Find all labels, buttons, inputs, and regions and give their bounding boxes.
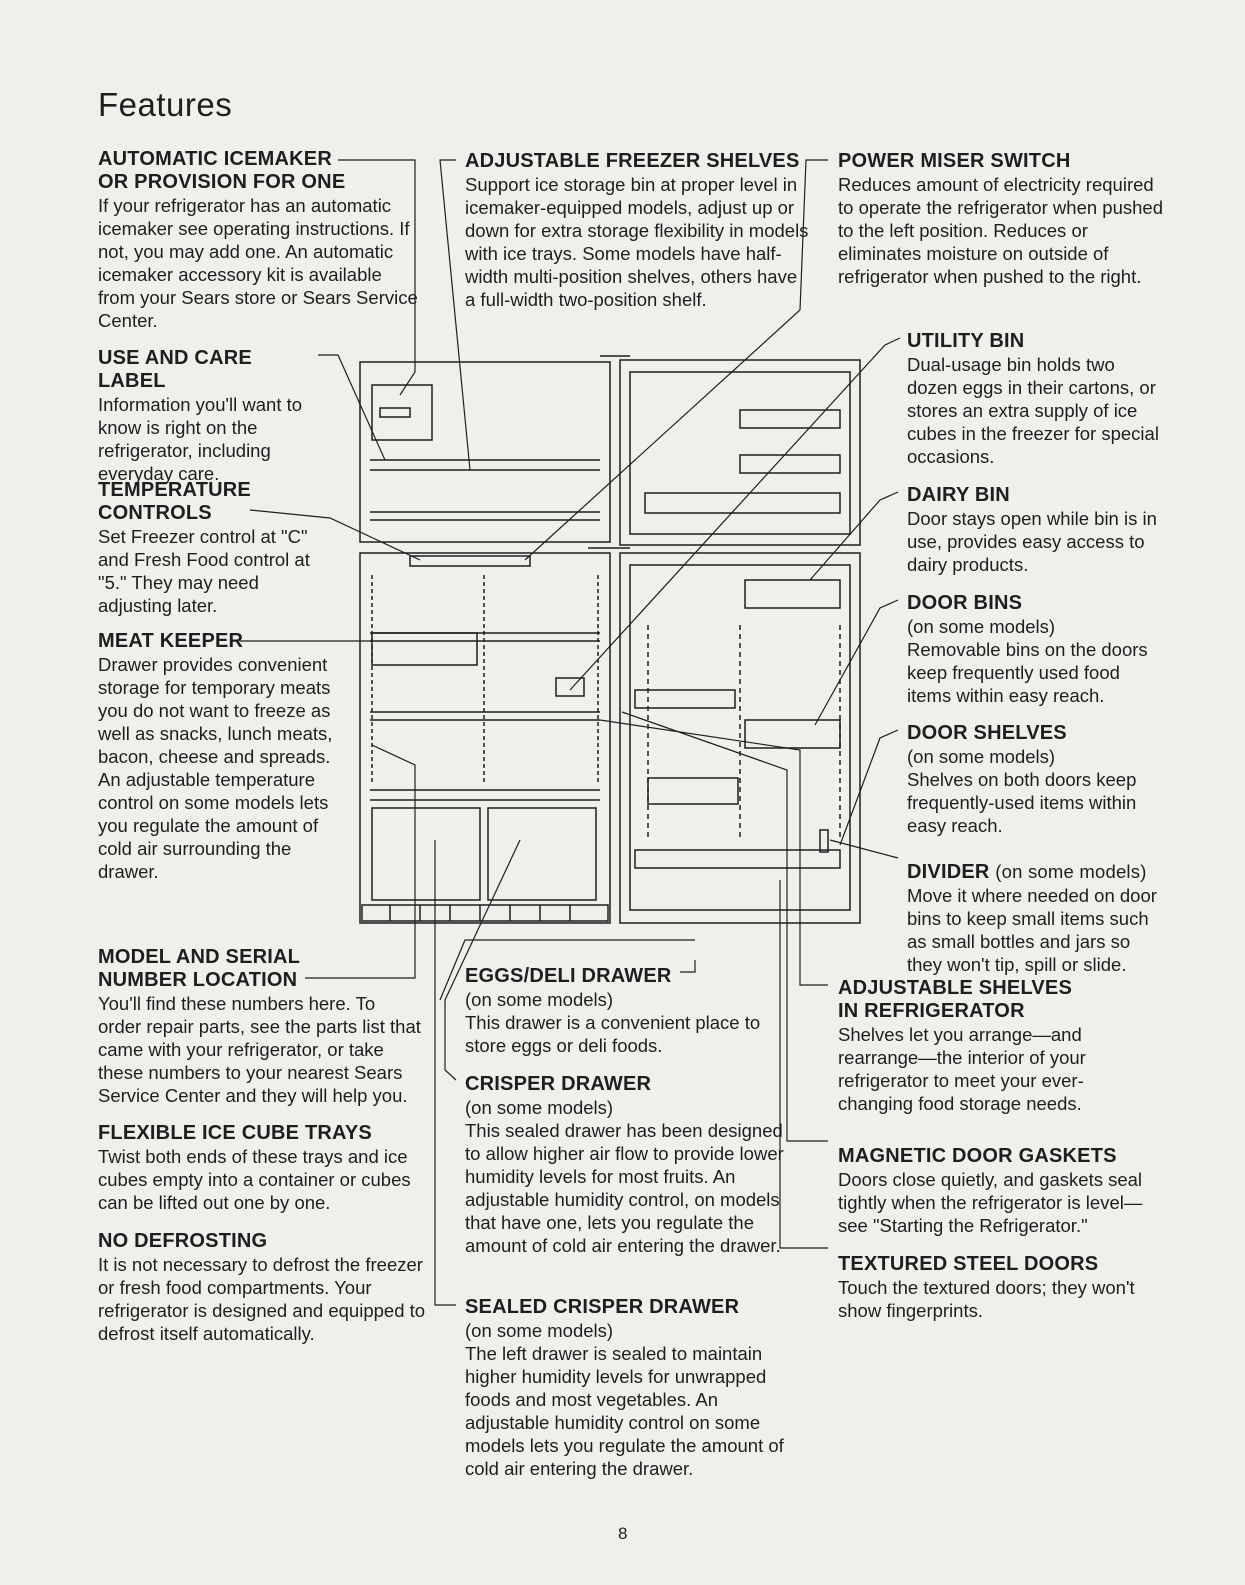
heading-line: DIVIDER — [907, 861, 990, 883]
heading-gaskets: MAGNETIC DOOR GASKETS — [838, 1145, 1117, 1167]
note-door-shelves: (on some models) — [907, 746, 1056, 767]
heading-line: OR PROVISION FOR ONE — [98, 171, 346, 193]
leader-lines — [240, 160, 900, 1305]
heading-door-bins: DOOR BINS — [907, 592, 1023, 614]
freezer-shelf — [370, 460, 600, 470]
freezer-door-shelf — [645, 493, 840, 513]
heading-meat-keeper: MEAT KEEPER — [98, 630, 244, 652]
heading-line: IN REFRIGERATOR — [838, 1000, 1025, 1022]
leader-eggs-deli — [440, 940, 695, 1000]
heading-eggs-deli: EGGS/DELI DRAWER — [465, 965, 672, 987]
door-shelf — [635, 690, 735, 708]
leader-freezer-shelves — [440, 160, 470, 470]
crisper-drawer-right — [488, 808, 596, 900]
leader-adjustable-shelves — [600, 720, 828, 985]
leader-sealed-crisper — [435, 840, 456, 1305]
body-no-defrosting: It is not necessary to defrost the freezer or fresh food compartments. Your refrigerator is designed and equipped to defrost itself automatically. — [98, 1254, 426, 1344]
heading-line: NUMBER LOCATION — [98, 969, 298, 991]
heading-line: CONTROLS — [98, 502, 212, 524]
icemaker-tray — [380, 408, 410, 417]
right-doors-illustration — [556, 356, 860, 923]
body-sealed-crisper: The left drawer is sealed to maintain higher humidity levels for unwrapped foods and most vegetables. An adjustable humidity control on some models lets you regulate the amount of cold air entering the drawer. — [465, 1343, 784, 1479]
freezer-door — [620, 360, 860, 545]
heading-dairy-bin: DAIRY BIN — [907, 484, 1010, 506]
heading-line: ADJUSTABLE SHELVES — [838, 977, 1073, 999]
body-divider: Move it where needed on door bins to keep small items such as small bottles and jars so they won't tip, spill or slide. — [907, 885, 1157, 975]
body-utility-bin: Dual-usage bin holds two dozen eggs in their cartons, or stores an extra supply of ice cubes in the freezer for special occasions. — [907, 354, 1159, 467]
heading-power-miser: POWER MISER SWITCH — [838, 150, 1071, 172]
note-eggs-deli: (on some models) — [465, 989, 614, 1010]
leader-icemaker — [338, 160, 415, 395]
dairy-bin — [745, 580, 840, 608]
body-door-bins: Removable bins on the doors keep frequently used food items within easy reach. — [907, 639, 1148, 706]
heading-line: MODEL AND SERIAL — [98, 946, 301, 968]
body-adjustable-shelves: Shelves let you arrange—and rearrange—the interior of your refrigerator to meet your ever-changing food storage needs. — [838, 1024, 1086, 1114]
fresh-food-shelf — [370, 633, 600, 641]
heading-door-shelves: DOOR SHELVES — [907, 722, 1067, 744]
body-freezer-shelves: Support ice storage bin at proper level in icemaker-equipped models, adjust up or down for extra storage flexibility in models with ice trays. Some models have half-width multi-position shelves, others have a full-width two-position shelf. — [465, 174, 809, 310]
heading-use-care-label: USE AND CARE LABEL — [98, 347, 252, 392]
meat-keeper-drawer — [372, 633, 477, 665]
body-door-shelves: Shelves on both doors keep frequently-used items within easy reach. — [907, 769, 1137, 836]
heading-crisper: CRISPER DRAWER — [465, 1073, 652, 1095]
note-crisper: (on some models) — [465, 1097, 614, 1118]
divider — [820, 830, 828, 852]
crisper-cover-shelf — [370, 790, 600, 800]
left-cabinet-illustration — [360, 362, 610, 923]
body-eggs-deli: This drawer is a convenient place to store eggs or deli foods. — [465, 1012, 761, 1056]
leader-dairy-bin — [810, 492, 898, 580]
heading-line: AUTOMATIC ICEMAKER — [98, 148, 332, 170]
door-bottom-shelf — [635, 850, 840, 868]
freezer-compartment — [360, 362, 610, 542]
freezer-door-liner — [630, 372, 850, 534]
body-steel-doors: Touch the textured doors; they won't show fingerprints. — [838, 1277, 1135, 1321]
heading-ice-cube-trays: FLEXIBLE ICE CUBE TRAYS — [98, 1122, 372, 1144]
body-gaskets: Doors close quietly, and gaskets seal tightly when the refrigerator is level—see "Starting the Refrigerator." — [838, 1169, 1143, 1236]
fresh-food-shelf — [370, 712, 600, 720]
body-temperature-controls: Set Freezer control at "C" and Fresh Food control at "5." They may need adjusting later. — [98, 526, 310, 616]
freezer-floor-shelf — [370, 512, 600, 520]
body-meat-keeper: Drawer provides convenient storage for temporary meats you do not want to freeze as well as snacks, lunch meats, bacon, cheese and spreads. An adjustable temperature control on some models lets you regulate the amount of cold air surrounding the drawer. — [98, 654, 333, 882]
body-power-miser: Reduces amount of electricity required to operate the refrigerator when pushed to the left position. Reduces or eliminates moisture on outside of refrigerator when pushed to the right. — [838, 174, 1163, 287]
fresh-food-compartment — [360, 553, 610, 923]
page-title: Features — [98, 86, 233, 123]
icemaker-box — [372, 385, 432, 440]
freezer-door-shelf — [740, 455, 840, 473]
utility-bin — [648, 778, 738, 804]
heading-sealed-crisper: SEALED CRISPER DRAWER — [465, 1296, 740, 1318]
body-use-care-label: Information you'll want to know is right on the refrigerator, including everyday care. — [98, 394, 303, 484]
heading-note: (on some models) — [995, 861, 1147, 882]
heading-utility-bin: UTILITY BIN — [907, 330, 1025, 352]
leader-gaskets — [622, 712, 828, 1141]
body-ice-cube-trays: Twist both ends of these trays and ice cubes empty into a container or cubes can be lifted out one by one. — [98, 1146, 411, 1213]
leader-door-shelves — [840, 730, 898, 845]
leader-door-bins — [815, 600, 898, 725]
heading-no-defrosting: NO DEFROSTING — [98, 1230, 268, 1252]
body-model-serial: You'll find these numbers here. To order repair parts, see the parts list that came with your refrigerator, or take these numbers to your nearest Sears Service Center and they will help you. — [98, 993, 421, 1106]
note-door-bins: (on some models) — [907, 616, 1056, 637]
leader-use-care-label — [318, 355, 385, 460]
heading-line: TEMPERATURE — [98, 479, 251, 501]
freezer-door-shelf — [740, 410, 840, 428]
power-miser-switch — [556, 678, 584, 696]
page-number: 8 — [618, 1524, 628, 1543]
heading-freezer-shelves: ADJUSTABLE FREEZER SHELVES — [465, 150, 800, 172]
body-icemaker: If your refrigerator has an automatic icemaker see operating instructions. If not, you may add one. An automatic icemaker accessory kit is available from your Sears store or Sears Service Center. — [98, 195, 418, 331]
door-rail — [648, 625, 840, 840]
toe-grille — [362, 905, 608, 921]
heading-steel-doors: TEXTURED STEEL DOORS — [838, 1253, 1099, 1275]
temperature-control-panel — [410, 556, 530, 566]
crisper-drawer-left — [372, 808, 480, 900]
toe-grille-slats — [390, 905, 570, 921]
note-sealed-crisper: (on some models) — [465, 1320, 614, 1341]
body-dairy-bin: Door stays open while bin is in use, provides easy access to dairy products. — [907, 508, 1157, 575]
body-crisper: This sealed drawer has been designed to allow higher air flow to provide lower humidity levels for most fruits. An adjustable humidity control, on models that have one, lets you regulate the amount of cold air entering the drawer. — [465, 1120, 784, 1256]
